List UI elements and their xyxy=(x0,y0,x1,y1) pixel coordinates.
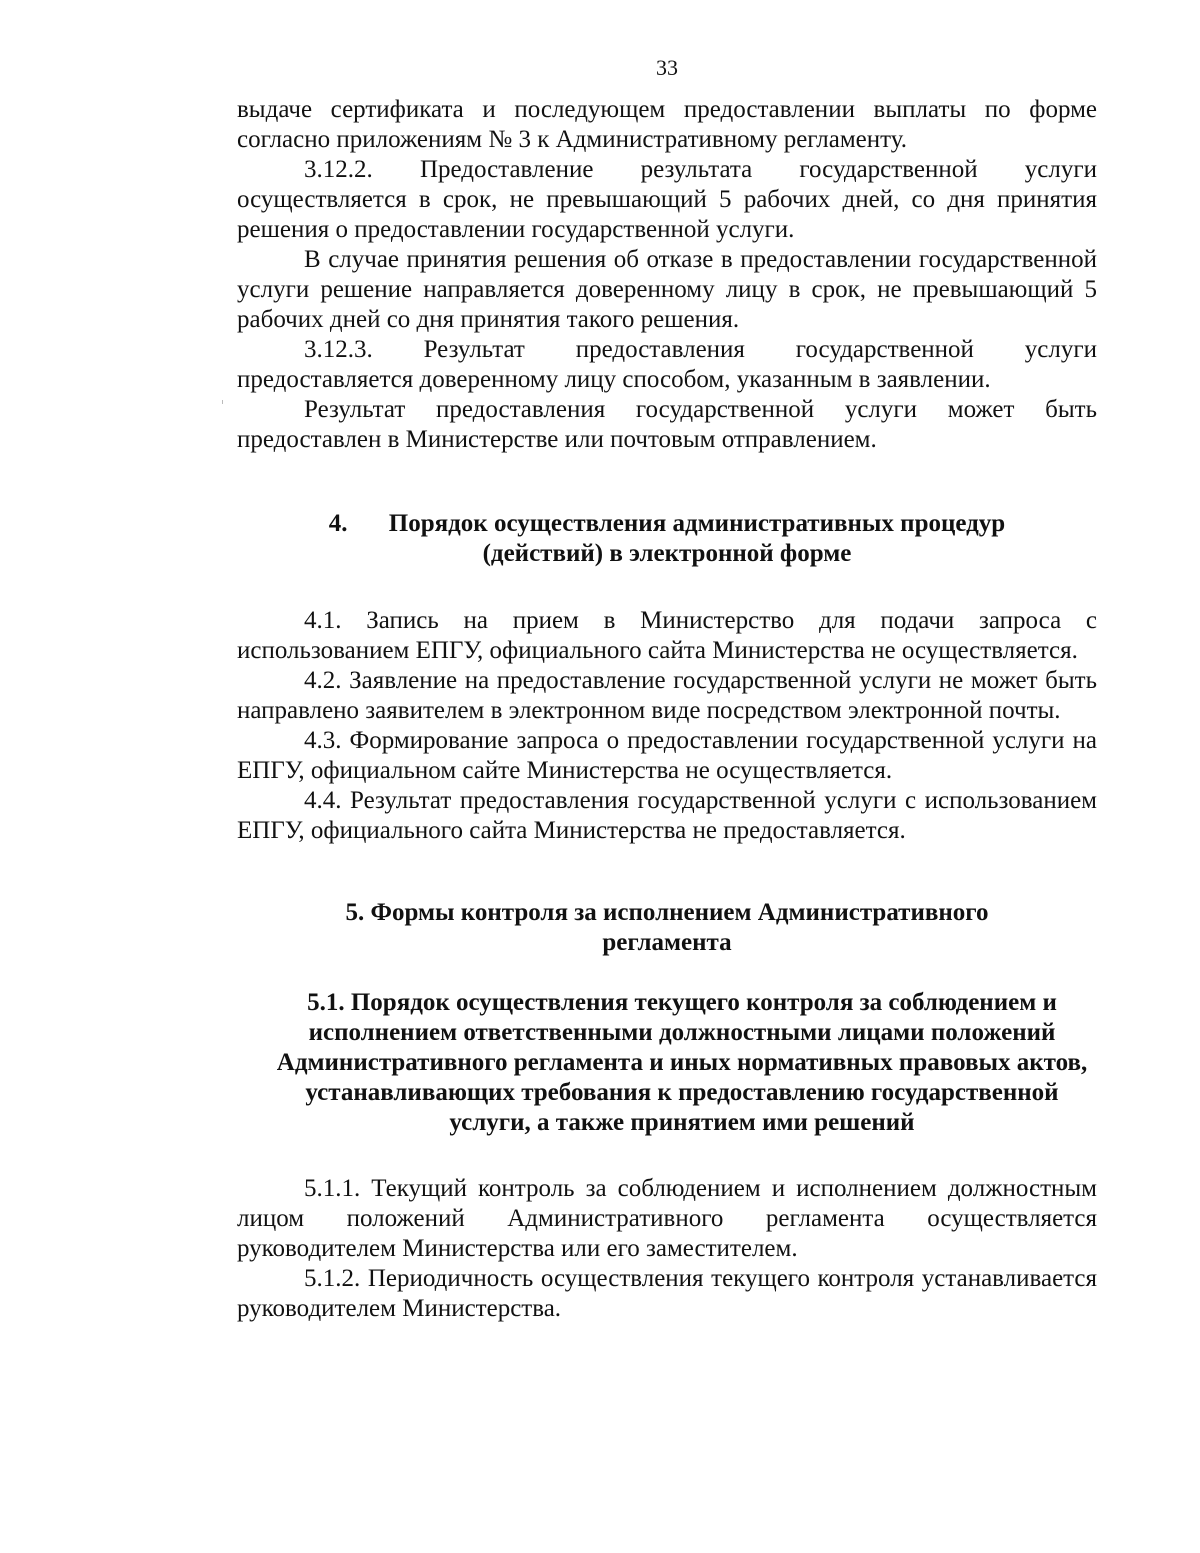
subsection-5-1-line3: Административного регламента и иных нормативных правовых актов, xyxy=(276,1049,1088,1076)
paragraph-continuation: выдаче сертификата и последующем предоставлении выплаты по форме согласно приложениям № 3 к Административному регламенту. xyxy=(237,96,1097,153)
section-4-heading-line1 xyxy=(237,509,1097,539)
document-body xyxy=(237,95,1097,1324)
subsection-5-1-line1: 5.1. Порядок осуществления текущего контроля за соблюдением и xyxy=(307,989,1057,1016)
page-number: 33 xyxy=(656,55,678,80)
paragraph-4-2: 4.2. Заявление на предоставление государственной услуги не может быть направлено заявителем в электронном виде посредством электронной почты. xyxy=(237,667,1097,724)
section-4-heading xyxy=(237,509,1097,569)
paragraph-3-12-3: 3.12.3. Результат предоставления государственной услуги предоставляется доверенному лицу способом, указанным в заявлении. xyxy=(237,336,1097,393)
section-4-number: 4. xyxy=(328,510,348,537)
section-5-title-line2: регламента xyxy=(602,929,732,956)
subsection-5-1-line5: услуги, а также принятием ими решений xyxy=(449,1109,915,1136)
subsection-5-1-heading xyxy=(207,988,1157,1138)
paragraph-4-3: 4.3. Формирование запроса о предоставлении государственной услуги на ЕПГУ, официальном сайте Министерства не осуществляется. xyxy=(237,727,1097,784)
paragraph-5-1-1: 5.1.1. Текущий контроль за соблюдением и исполнением должностным лицом положений Административного регламента осуществляется руководителем Министерства или его заместителем. xyxy=(237,1175,1097,1262)
subsection-5-1-line2: исполнением ответственными должностными лицами положений xyxy=(308,1019,1056,1046)
paragraph-refusal-case: В случае принятия решения об отказе в предоставлении государственной услуги решение направляется доверенному лицу в срок, не превышающий 5 рабочих дней со дня принятия такого решения. xyxy=(237,246,1097,333)
paragraph-4-1: 4.1. Запись на прием в Министерство для подачи запроса с использованием ЕПГУ, официального сайта Министерства не осуществляется. xyxy=(237,607,1097,664)
section-5-heading xyxy=(237,898,1097,958)
scan-artifact xyxy=(222,400,223,404)
paragraph-result-delivery: Результат предоставления государственной услуги может быть предоставлен в Министерстве или почтовым отправлением. xyxy=(237,396,1097,453)
section-4-title-line1: Порядок осуществления административных процедур xyxy=(388,510,1006,537)
section-4-title-line2: (действий) в электронной форме xyxy=(482,540,852,567)
paragraph-5-1-2: 5.1.2. Периодичность осуществления текущего контроля устанавливается руководителем Министерства. xyxy=(237,1265,1097,1322)
section-5-title-line1: 5. Формы контроля за исполнением Административного xyxy=(345,899,989,926)
paragraph-3-12-2: 3.12.2. Предоставление результата государственной услуги осуществляется в срок, не превышающий 5 рабочих дней, со дня принятия решения о предоставлении государственной услуги. xyxy=(237,156,1097,243)
subsection-5-1-line4: устанавливающих требования к предоставлению государственной xyxy=(305,1079,1059,1106)
paragraph-4-4: 4.4. Результат предоставления государственной услуги с использованием ЕПГУ, официального сайта Министерства не предоставляется. xyxy=(237,787,1097,844)
